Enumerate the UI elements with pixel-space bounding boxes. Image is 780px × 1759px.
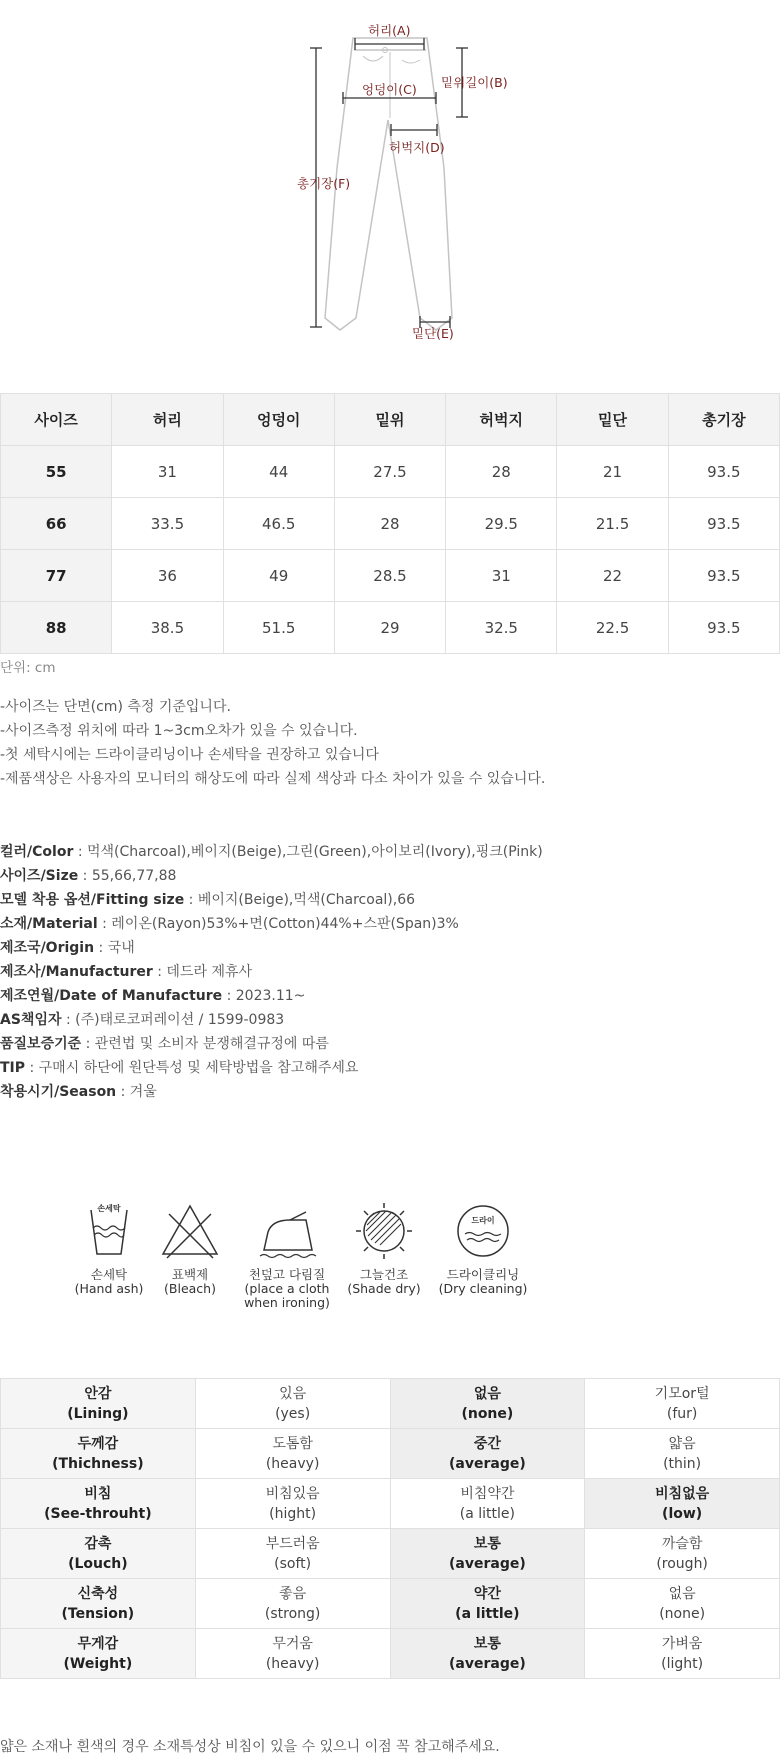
fabric-cell-line: 무게감 (77, 1635, 119, 1652)
thigh-label: 허벅지(D) (389, 140, 445, 155)
fabric-characteristics-table (0, 1378, 780, 1679)
size-cell: 31 (112, 446, 223, 498)
spec-key: 소재/Material (0, 916, 98, 932)
iron-with-cloth-icon (254, 1200, 320, 1262)
fabric-cell-line: 없음 (668, 1585, 696, 1602)
size-cell: 33.5 (112, 498, 223, 550)
fabric-cell-line: (average) (449, 1555, 526, 1572)
spec-key: 제조국/Origin (0, 940, 95, 956)
shade-dry-icon (353, 1200, 415, 1262)
fabric-option-cell (585, 1429, 780, 1479)
spec-value: : 2023.11~ (222, 988, 306, 1004)
hand-wash-icon (79, 1200, 139, 1262)
fabric-cell-line: (rough) (656, 1555, 708, 1572)
fabric-cell-line: 보통 (473, 1535, 501, 1552)
spec-key: TIP (0, 1060, 26, 1076)
spec-value: : 국내 (94, 940, 135, 956)
spec-row (0, 1080, 543, 1104)
care-label: (Bleach) (164, 1281, 216, 1296)
fabric-cell-line: 비침 (84, 1485, 112, 1502)
size-table-row (1, 446, 780, 498)
spec-row (0, 840, 543, 864)
spec-value: : 관련법 및 소비자 분쟁해결규정에 따름 (81, 1036, 329, 1052)
fabric-cell-line: 중간 (473, 1435, 501, 1452)
fabric-cell-line: (low) (662, 1505, 703, 1522)
size-cell: 51.5 (223, 602, 334, 654)
fabric-cell-line: 안감 (84, 1385, 112, 1402)
fabric-cell-line: 신축성 (77, 1585, 119, 1602)
spec-row (0, 1008, 543, 1032)
fabric-option-cell (390, 1379, 585, 1429)
fabric-option-cell (585, 1629, 780, 1679)
fabric-cell-line: (average) (449, 1455, 526, 1472)
size-header-cell: 총기장 (668, 394, 779, 446)
size-table-row (1, 550, 780, 602)
unit-label: 단위: cm (0, 660, 56, 676)
size-cell: 93.5 (668, 498, 779, 550)
care-label: (Hand ash) (74, 1281, 144, 1296)
note-line: -사이즈측정 위치에 따라 1~3cm오차가 있을 수 있습니다. (0, 723, 358, 739)
hem-label: 밑단(E) (412, 326, 454, 341)
spec-key: 제조연월/Date of Manufacture (0, 988, 223, 1004)
fabric-cell-line: 도톰함 (272, 1435, 313, 1452)
no-bleach-icon (159, 1200, 221, 1262)
fabric-cell-line: (none) (659, 1605, 706, 1622)
spec-row (0, 984, 543, 1008)
fabric-option-cell (585, 1579, 780, 1629)
size-cell: 44 (223, 446, 334, 498)
product-specs (0, 840, 543, 1104)
fabric-cell-line: 있음 (279, 1385, 307, 1402)
spec-row (0, 936, 543, 960)
spec-value: : (주)태로코퍼레이션 / 1599-0983 (61, 1012, 285, 1028)
care-label: 그늘건조 (359, 1267, 409, 1282)
note-line: -첫 세탁시에는 드라이클리닝이나 손세탁을 권장하고 있습니다 (0, 747, 379, 763)
spec-value: : 데드라 제휴사 (152, 964, 253, 980)
fabric-cell-line: 비침약간 (460, 1485, 515, 1502)
fabric-cell-line: (Lining) (67, 1405, 129, 1422)
spec-key: 컬러/Color (0, 844, 74, 860)
footnote: 얇은 소재나 흰색의 경우 소재특성상 비침이 있을 수 있으니 이점 꼭 참고해주세요. (0, 1739, 500, 1755)
hand-wash-icon-text: 손세탁 (97, 1204, 121, 1213)
size-cell: 29.5 (446, 498, 557, 550)
spec-value: : 구매시 하단에 원단특성 및 세탁방법을 참고해주세요 (25, 1060, 359, 1076)
size-header-cell: 밑단 (557, 394, 668, 446)
care-instructions (74, 1200, 534, 1330)
fabric-cell-line: 감촉 (84, 1535, 112, 1552)
spec-row (0, 1032, 543, 1056)
size-cell: 93.5 (668, 446, 779, 498)
fabric-cell-line: (heavy) (265, 1655, 320, 1672)
care-label: (Dry cleaning) (438, 1281, 528, 1296)
spec-key: AS책임자 (0, 1012, 62, 1028)
fabric-cell-line: (yes) (275, 1405, 311, 1422)
rise-label: 밑위길이(B) (441, 75, 508, 90)
size-table-row (1, 602, 780, 654)
length-label: 총기장(F) (297, 176, 351, 191)
fabric-option-cell (195, 1579, 390, 1629)
spec-value: : 55,66,77,88 (78, 868, 177, 884)
fabric-attribute-cell (1, 1479, 196, 1529)
size-cell: 28 (446, 446, 557, 498)
size-cell: 28 (334, 498, 445, 550)
size-header-cell: 사이즈 (1, 394, 112, 446)
fabric-cell-line: 무거움 (272, 1635, 313, 1652)
fabric-cell-line: (strong) (264, 1605, 321, 1622)
size-table-header-row (1, 394, 780, 446)
size-table (0, 393, 780, 654)
spec-value: : 먹색(Charcoal),베이지(Beige),그린(Green),아이보리(Ivory),핑크(Pink) (73, 844, 543, 860)
fabric-cell-line: 비침없음 (655, 1485, 710, 1502)
fabric-option-cell (390, 1429, 585, 1479)
fabric-attribute-cell (1, 1429, 196, 1479)
size-cell: 77 (1, 550, 112, 602)
fabric-cell-line: 부드러움 (265, 1535, 320, 1552)
size-cell: 55 (1, 446, 112, 498)
note-line: -사이즈는 단면(cm) 측정 기준입니다. (0, 699, 231, 715)
spec-key: 모델 착용 옵션/Fitting size (0, 892, 185, 908)
fabric-cell-line: (hight) (269, 1505, 317, 1522)
care-item-iron (237, 1200, 337, 1310)
fabric-cell-line: (light) (661, 1655, 704, 1672)
spec-key: 사이즈/Size (0, 868, 79, 884)
fabric-attribute-cell (1, 1379, 196, 1429)
fabric-cell-line: 두께감 (77, 1435, 119, 1452)
fabric-attribute-cell (1, 1579, 196, 1629)
spec-value: : 레이온(Rayon)53%+면(Cotton)44%+스판(Span)3% (97, 916, 459, 932)
fabric-cell-line: (Tension) (61, 1605, 135, 1622)
fabric-attribute-cell (1, 1529, 196, 1579)
fabric-cell-line: (Louch) (68, 1555, 128, 1572)
fabric-cell-line: (none) (461, 1405, 514, 1422)
size-table-row (1, 498, 780, 550)
size-cell: 22.5 (557, 602, 668, 654)
spec-value: : 겨울 (116, 1084, 157, 1100)
size-cell: 21.5 (557, 498, 668, 550)
size-cell: 31 (446, 550, 557, 602)
hip-label: 엉덩이(C) (362, 82, 417, 97)
size-cell: 32.5 (446, 602, 557, 654)
care-label: 손세탁 (90, 1267, 128, 1282)
spec-value: : 베이지(Beige),먹색(Charcoal),66 (184, 892, 416, 908)
size-header-cell: 허리 (112, 394, 223, 446)
fabric-cell-line: 얇음 (668, 1435, 696, 1452)
fabric-attribute-cell (1, 1629, 196, 1679)
note-line: -제품색상은 사용자의 모니터의 해상도에 따라 실제 색상과 다소 차이가 있을 수 있습니다. (0, 771, 546, 787)
size-header-cell: 밑위 (334, 394, 445, 446)
fabric-option-cell (390, 1579, 585, 1629)
waist-label: 허리(A) (368, 23, 411, 38)
pants-measurement-diagram (0, 0, 780, 360)
fabric-option-cell (585, 1479, 780, 1529)
size-cell: 29 (334, 602, 445, 654)
fabric-cell-line: (heavy) (265, 1455, 320, 1472)
size-cell: 27.5 (334, 446, 445, 498)
fabric-option-cell (390, 1629, 585, 1679)
fabric-cell-line: (average) (449, 1655, 526, 1672)
fabric-option-cell (195, 1379, 390, 1429)
fabric-cell-line: 비침있음 (265, 1485, 320, 1502)
fabric-row (1, 1629, 780, 1679)
spec-key: 제조사/Manufacturer (0, 964, 153, 980)
spec-key: 품질보증기준 (0, 1036, 82, 1052)
care-label: 천덮고 다림질 (248, 1267, 326, 1282)
fabric-cell-line: 기모or털 (654, 1385, 710, 1402)
fabric-cell-line: 까슬함 (661, 1535, 703, 1552)
fabric-cell-line: (See-throuht) (44, 1505, 152, 1522)
care-item-dry-clean (438, 1200, 528, 1296)
fabric-cell-line: 가벼움 (661, 1635, 703, 1652)
fabric-option-cell (195, 1429, 390, 1479)
care-label: (place a cloth (244, 1281, 330, 1296)
size-cell: 28.5 (334, 550, 445, 602)
fabric-option-cell (585, 1379, 780, 1429)
spec-row (0, 864, 543, 888)
spec-row (0, 1056, 543, 1080)
size-header-cell: 허벅지 (446, 394, 557, 446)
spec-row (0, 888, 543, 912)
fabric-option-cell (195, 1629, 390, 1679)
fabric-cell-line: (Thichness) (52, 1455, 144, 1472)
fabric-row (1, 1579, 780, 1629)
size-cell: 66 (1, 498, 112, 550)
size-cell: 49 (223, 550, 334, 602)
fabric-cell-line: 없음 (473, 1385, 501, 1402)
care-item-hand-wash (74, 1200, 144, 1296)
care-label: 드라이클리닝 (446, 1267, 520, 1282)
dry-clean-icon (452, 1200, 514, 1262)
fabric-cell-line: 보통 (473, 1635, 501, 1652)
fabric-cell-line: 약간 (473, 1585, 501, 1602)
fabric-row (1, 1529, 780, 1579)
care-item-shade-dry (344, 1200, 424, 1296)
size-header-cell: 엉덩이 (223, 394, 334, 446)
fabric-cell-line: (Weight) (63, 1655, 133, 1672)
size-cell: 38.5 (112, 602, 223, 654)
fabric-option-cell (585, 1529, 780, 1579)
fabric-cell-line: (fur) (666, 1405, 698, 1422)
size-cell: 22 (557, 550, 668, 602)
care-label: (Shade dry) (347, 1281, 421, 1296)
fabric-cell-line: (thin) (663, 1455, 702, 1472)
size-notes (0, 695, 545, 791)
size-cell: 36 (112, 550, 223, 602)
fabric-row (1, 1429, 780, 1479)
size-cell: 93.5 (668, 602, 779, 654)
size-cell: 46.5 (223, 498, 334, 550)
spec-row (0, 960, 543, 984)
spec-row (0, 912, 543, 936)
care-label: 표백제 (171, 1267, 209, 1282)
fabric-row (1, 1379, 780, 1429)
size-cell: 88 (1, 602, 112, 654)
fabric-table-body (1, 1379, 780, 1679)
fabric-cell-line: (a little) (459, 1505, 515, 1522)
care-label: when ironing) (244, 1295, 330, 1310)
fabric-row (1, 1479, 780, 1529)
size-cell: 21 (557, 446, 668, 498)
fabric-option-cell (390, 1529, 585, 1579)
fabric-option-cell (390, 1479, 585, 1529)
care-item-bleach (157, 1200, 223, 1296)
fabric-cell-line: (soft) (274, 1555, 312, 1572)
spec-key: 착용시기/Season (0, 1084, 117, 1100)
dry-clean-icon-text: 드라이 (471, 1216, 495, 1225)
fabric-cell-line: (a little) (455, 1605, 520, 1622)
size-cell: 93.5 (668, 550, 779, 602)
fabric-option-cell (195, 1479, 390, 1529)
fabric-cell-line: 좋음 (279, 1585, 307, 1602)
fabric-option-cell (195, 1529, 390, 1579)
